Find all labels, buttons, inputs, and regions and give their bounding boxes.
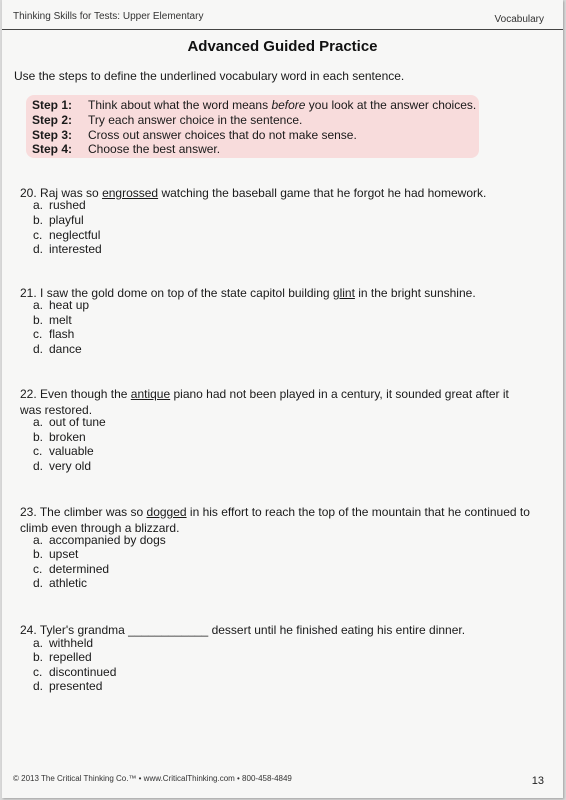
worksheet-page [2,0,563,798]
page-title: Advanced Guided Practice [187,38,378,55]
option-text: neglectful [49,228,101,242]
stem-text-end: watching the baseball game that he forgot he had homework. [158,186,487,200]
stem-text: The climber was so [39,505,147,519]
answer-option[interactable] [33,547,78,561]
stem-text-end: in his effort to reach the top of the mountain that he continued to climb even through a blizzard. [20,505,530,535]
step-text-end: you look at the answer choices. [305,98,477,112]
option-text: flash [49,327,75,341]
option-text: athletic [49,576,88,590]
option-letter: a. [33,636,44,650]
option-text: rushed [49,198,86,212]
answer-blank: ____________ [128,623,209,637]
option-letter: a. [33,533,44,547]
stem-text-end: dessert until he finished eating his entire dinner. [208,623,466,637]
answer-option[interactable] [33,228,100,242]
step-label: Step 2: [32,113,73,127]
header-section: Vocabulary [494,14,544,25]
step-3 [32,128,357,142]
option-letter: a. [33,415,44,429]
option-letter: b. [33,650,44,664]
option-letter: d. [33,679,44,693]
answer-option[interactable] [33,342,82,356]
option-text: upset [49,547,79,561]
answer-option[interactable] [33,298,89,312]
option-letter: d. [33,576,44,590]
step-1 [32,98,476,112]
question-number: 22. [20,387,37,401]
question-21 [20,285,540,301]
option-text: discontinued [49,665,117,679]
option-letter: c. [33,228,43,242]
option-letter: b. [33,313,44,327]
vocabulary-word: glint [332,286,355,300]
step-label: Step 4: [32,142,73,156]
instructions: Use the steps to define the underlined vocabulary word in each sentence. [14,69,405,83]
option-text: withheld [49,636,94,650]
option-letter: d. [33,459,44,473]
stem-text-end: piano had not been played in a century, it sounded great after it was restored. [20,387,509,417]
question-number: 24. [20,623,37,637]
stem-text: Tyler's grandma [39,623,129,637]
question-20 [20,185,540,201]
option-letter: c. [33,562,43,576]
stem-text-end: in the bright sunshine. [354,286,476,300]
answer-option[interactable] [33,444,94,458]
option-letter: a. [33,298,44,312]
question-stem [20,386,520,418]
steps-box [26,95,479,158]
option-text: accompanied by dogs [49,533,166,547]
answer-option[interactable] [33,213,84,227]
step-2 [32,113,302,127]
step-text: Think about what the word means [88,98,272,112]
question-stem [20,185,540,201]
question-24 [20,622,540,638]
option-letter: d. [33,342,44,356]
copyright-footer: © 2013 The Critical Thinking Co.™ • www.CriticalThinking.com • 800-458-4849 [13,774,292,783]
option-text: melt [49,313,72,327]
question-23 [20,504,540,536]
step-text: Choose the best answer. [88,142,221,156]
option-letter: b. [33,213,44,227]
answer-option[interactable] [33,198,86,212]
question-number: 20. [20,186,37,200]
option-text: very old [49,459,92,473]
vocabulary-word: antique [130,387,171,401]
question-stem [20,622,540,638]
page-number: 13 [531,775,544,787]
question-number: 21. [20,286,37,300]
step-label: Step 1: [32,98,73,112]
option-letter: b. [33,547,44,561]
stem-text: Raj was so [40,186,103,200]
step-text: Cross out answer choices that do not make sense. [88,128,357,142]
step-4 [32,142,220,156]
option-text: presented [49,679,103,693]
answer-option[interactable] [33,313,72,327]
answer-option[interactable] [33,636,93,650]
header-book-title: Thinking Skills for Tests: Upper Elementary [13,11,204,22]
step-text: Try each answer choice in the sentence. [88,113,303,127]
option-text: repelled [49,650,92,664]
answer-option[interactable] [33,679,102,693]
question-22 [20,386,520,418]
option-letter: a. [33,198,44,212]
option-text: out of tune [49,415,106,429]
answer-option[interactable] [33,415,106,429]
option-text: heat up [49,298,90,312]
question-stem [20,285,540,301]
answer-option[interactable] [33,562,109,576]
header-rule [2,29,563,30]
answer-option[interactable] [33,650,92,664]
answer-option[interactable] [33,327,74,341]
question-stem [20,504,540,536]
question-number: 23. [20,505,37,519]
option-text: interested [49,242,102,256]
answer-option[interactable] [33,665,116,679]
option-text: playful [49,213,84,227]
step-label: Step 3: [32,128,73,142]
option-text: broken [49,430,86,444]
option-letter: b. [33,430,44,444]
option-letter: c. [33,665,43,679]
option-letter: d. [33,242,44,256]
answer-option[interactable] [33,576,87,590]
answer-option[interactable] [33,430,86,444]
option-letter: c. [33,327,43,341]
option-letter: c. [33,444,43,458]
step-emphasis: before [271,98,306,112]
vocabulary-word: dogged [146,505,187,519]
stem-text: I saw the gold dome on top of the state capitol building [40,286,333,300]
stem-text: Even though the [40,387,131,401]
option-text: valuable [49,444,94,458]
answer-option[interactable] [33,459,91,473]
answer-option[interactable] [33,533,166,547]
answer-option[interactable] [33,242,102,256]
option-text: determined [49,562,110,576]
vocabulary-word: engrossed [102,186,159,200]
option-text: dance [49,342,82,356]
